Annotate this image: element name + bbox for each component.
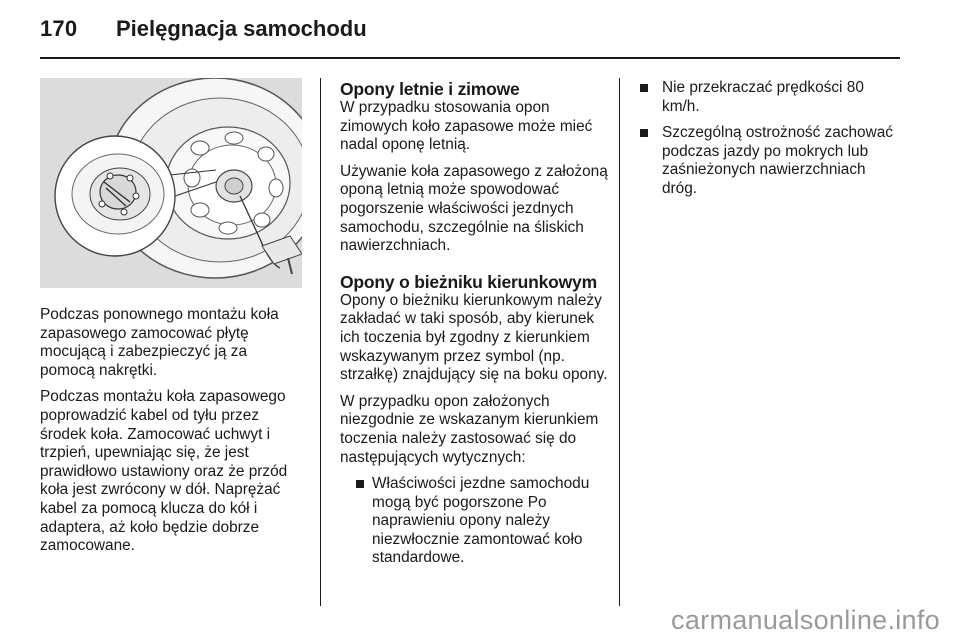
page-number: 170 bbox=[40, 16, 78, 41]
middle-paragraph-2: Używanie koła zapasowego z założoną oponą letnią może spowodować pogorszenie właściwości jezdnych samochodu, szczególnie na śliskich nawierzchniach. bbox=[340, 162, 608, 255]
list-item bbox=[340, 475, 608, 568]
list-item bbox=[638, 79, 900, 116]
left-paragraph-2: Podczas montażu koła zapasowego poprowadzić kabel od tyłu przez środek koła. Zamocować uchwyt i trzpień, upewniając się, że jest prawidłowo ustawiony oraz że przód koła jest zwrócony w dół. Naprężać kabel za pomocą klucza do kół i adaptera, aż koło będzie dobrze zamocowane. bbox=[40, 388, 288, 555]
left-paragraph-1: Podczas ponownego montażu koła zapasowego zamocować płytę mocującą i zabezpieczyć ją za pomocą nakrętki. bbox=[40, 306, 279, 379]
section-heading-summer-winter-tyres: Opony letnie i zimowe bbox=[340, 79, 520, 99]
list-item-text: Szczególną ostrożność zachować podczas jazdy po mokrych lub zaśnieżonych nawierzchniach dróg. bbox=[662, 124, 893, 197]
square-bullet-icon bbox=[356, 480, 364, 488]
page-title: Pielęgnacja samochodu bbox=[116, 16, 367, 41]
watermark-text: carmanualsonline.info bbox=[671, 605, 940, 635]
middle-paragraph-3: Opony o bieżniku kierunkowym należy zakładać w taki sposób, aby kierunek ich toczenia był zgodny z kierunkiem wskazywanym przez symbol (np. strzałkę) znajdujący się na boku opony. bbox=[340, 291, 608, 384]
list-item-text: Nie przekraczać prędkości 80 km/h. bbox=[662, 79, 864, 115]
middle-bullet-list bbox=[340, 475, 608, 568]
header-divider bbox=[40, 57, 900, 59]
right-bullet-list bbox=[638, 79, 900, 199]
list-item-text: Właściwości jezdne samochodu mogą być pogorszone Po naprawieniu opony należy niezwłocznie zamontować koło standardowe. bbox=[372, 475, 590, 567]
left-column bbox=[40, 78, 302, 564]
spare-wheel-illustration-icon bbox=[40, 78, 302, 288]
middle-column bbox=[340, 79, 608, 576]
right-column bbox=[638, 79, 900, 207]
middle-paragraph-4: W przypadku opon założonych niezgodnie ze wskazanym kierunkiem toczenia należy zastosować się do następujących wytycznych: bbox=[340, 392, 599, 466]
square-bullet-icon bbox=[640, 84, 648, 92]
list-item bbox=[638, 124, 900, 198]
column-divider-right bbox=[619, 78, 620, 606]
square-bullet-icon bbox=[640, 129, 648, 137]
section-heading-directional-tyres: Opony o bieżniku kierunkowym bbox=[340, 271, 597, 292]
column-divider-left bbox=[320, 78, 321, 606]
middle-paragraph-1: W przypadku stosowania opon zimowych koło zapasowe może mieć nadal oponę letnią. bbox=[340, 99, 593, 154]
